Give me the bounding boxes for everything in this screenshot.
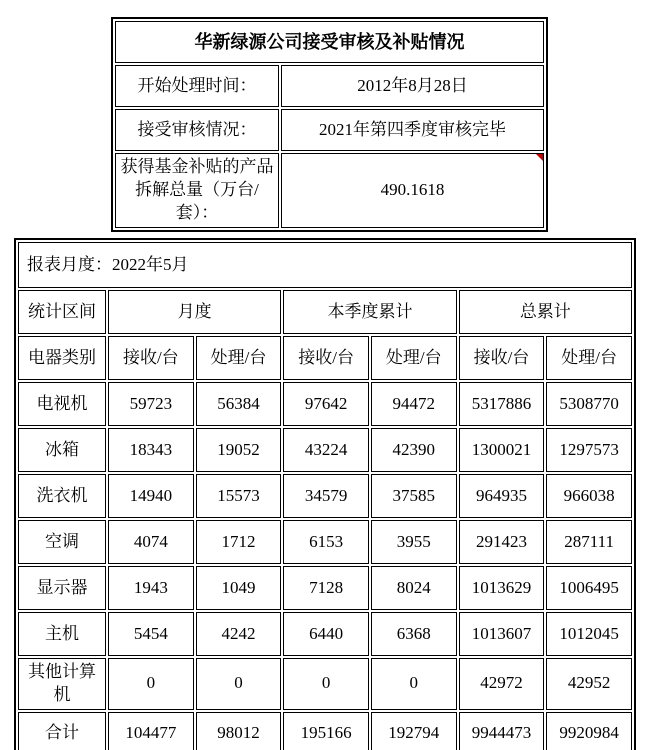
value-cell: 5308770 [546,382,632,426]
summary-value-cell [281,153,544,228]
table-row [18,612,632,656]
value-cell: 56384 [196,382,282,426]
value-cell: 37585 [371,474,457,518]
value-cell: 9944473 [459,712,545,750]
value-cell: 42390 [371,428,457,472]
category-cell: 冰箱 [18,428,106,472]
group-header-cell: 总累计 [459,290,632,334]
category-cell: 主机 [18,612,106,656]
group-header-cell: 月度 [108,290,281,334]
value-cell: 9920984 [546,712,632,750]
summary-row [115,153,544,228]
value-cell: 94472 [371,382,457,426]
period-row [18,242,632,288]
value-cell: 59723 [108,382,194,426]
subheader-cell: 处理/台 [371,336,457,380]
value-cell: 1013607 [459,612,545,656]
category-cell: 电视机 [18,382,106,426]
summary-value-cell: 2012年8月28日 [281,65,544,107]
summary-row [115,65,544,107]
category-cell: 合计 [18,712,106,750]
sub-header-row [18,336,632,380]
subheader-cell: 处理/台 [546,336,632,380]
summary-value-cell: 2021年第四季度审核完毕 [281,109,544,151]
value-cell: 42952 [546,658,632,710]
summary-title-row [115,21,544,63]
value-cell: 1049 [196,566,282,610]
value-cell: 1012045 [546,612,632,656]
value-cell: 1006495 [546,566,632,610]
subheader-cell: 处理/台 [196,336,282,380]
subheader-cell: 接收/台 [283,336,369,380]
value-cell: 0 [196,658,282,710]
subheader-cell: 接收/台 [459,336,545,380]
category-cell: 空调 [18,520,106,564]
value-cell: 5454 [108,612,194,656]
table-row [18,428,632,472]
value-cell: 43224 [283,428,369,472]
value-cell: 4242 [196,612,282,656]
value-cell: 7128 [283,566,369,610]
value-cell: 964935 [459,474,545,518]
value-cell: 0 [371,658,457,710]
category-cell: 洗衣机 [18,474,106,518]
value-cell: 1013629 [459,566,545,610]
value-cell: 34579 [283,474,369,518]
summary-label-cell: 获得基金补贴的产品拆解总量（万台/套）： [115,153,279,228]
category-header-cell: 电器类别 [18,336,106,380]
group-header-cell: 本季度累计 [283,290,456,334]
value-cell: 1943 [108,566,194,610]
period-cell [18,242,632,288]
value-cell: 287111 [546,520,632,564]
value-cell: 1300021 [459,428,545,472]
value-cell: 3955 [371,520,457,564]
table-row [18,520,632,564]
summary-label-cell: 开始处理时间： [115,65,279,107]
summary-label-cell: 接受审核情况： [115,109,279,151]
value-cell: 15573 [196,474,282,518]
value-cell: 6153 [283,520,369,564]
value-cell: 14940 [108,474,194,518]
value-cell: 97642 [283,382,369,426]
group-header-row [18,290,632,334]
value-cell: 1297573 [546,428,632,472]
summary-title: 华新绿源公司接受审核及补贴情况 [115,21,544,63]
summary-row [115,109,544,151]
value-cell: 966038 [546,474,632,518]
value-cell: 18343 [108,428,194,472]
value-cell: 6440 [283,612,369,656]
table-row [18,658,632,710]
value-cell: 6368 [371,612,457,656]
summary-value: 490.1618 [380,179,445,199]
period-value: 2022年5月 [112,254,189,274]
table-row [18,474,632,518]
value-cell: 42972 [459,658,545,710]
value-cell: 195166 [283,712,369,750]
table-row [18,566,632,610]
value-cell: 1712 [196,520,282,564]
comment-marker-icon [536,154,543,161]
value-cell: 0 [108,658,194,710]
category-cell: 显示器 [18,566,106,610]
value-cell: 4074 [108,520,194,564]
value-cell: 8024 [371,566,457,610]
value-cell: 19052 [196,428,282,472]
value-cell: 291423 [459,520,545,564]
interval-header-cell: 统计区间 [18,290,106,334]
category-cell: 其他计算机 [18,658,106,710]
value-cell: 192794 [371,712,457,750]
value-cell: 98012 [196,712,282,750]
subheader-cell: 接收/台 [108,336,194,380]
summary-table [111,17,548,232]
total-row [18,712,632,750]
value-cell: 5317886 [459,382,545,426]
table-row [18,382,632,426]
report-table [14,238,636,750]
value-cell: 104477 [108,712,194,750]
period-label: 报表月度： [27,254,112,274]
value-cell: 0 [283,658,369,710]
